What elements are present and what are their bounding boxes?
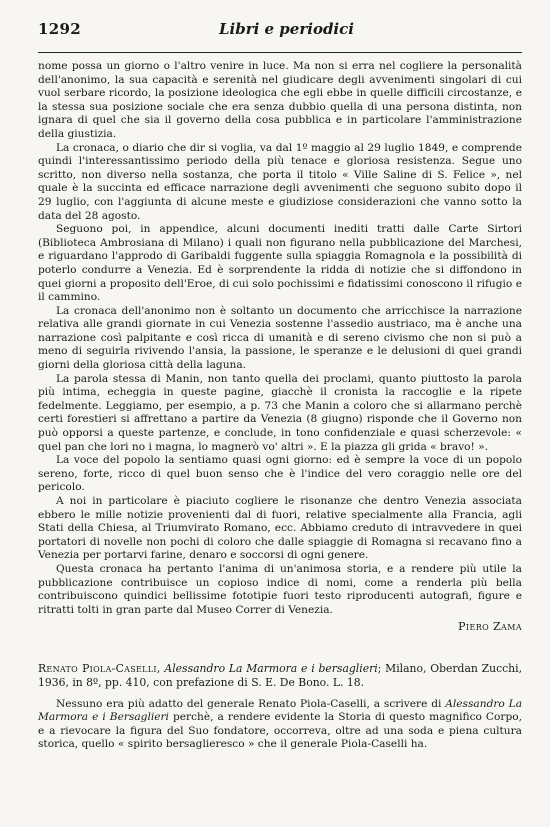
paragraph: La parola stessa di Manin, non tanto quella dei proclami, quanto piuttosto la parola più intima, echeggia in queste pagine, giacchè il cronista la raccoglie e la ripete fedelmente. Leggiamo, per esempio, a p. 73 che Manin a coloro che si allarmano perchè certi forestieri si affrettano a partire da Venezia (8 giugno) risponde che il Governo non può opporsi a queste partenze, e conclude, in tono confidenziale e quasi scherzevole: « quel pan che lori no i magna, lo magnerò vo' altri ». E la piazza gli grida « bravo! ». [38, 372, 522, 453]
paragraph: Questa cronaca ha pertanto l'anima di un'animosa storia, e a rendere più utile la pubblicazione contribuisce un copioso indice di nomi, come a renderla più bella contribuiscono quindici bellissime fototipie fuori testo riproducenti autografi, figure e ritratti tolti in gran parte dal Museo Correr di Venezia. [38, 562, 522, 616]
review-book-title: Alessandro La Marmora e i bersaglieri [164, 661, 378, 675]
author-signature: Piero Zama [458, 620, 522, 634]
review-paragraph [38, 698, 522, 752]
section-gap [38, 634, 522, 662]
review-citation [38, 662, 522, 690]
review-text: Nessuno era più adatto del generale Renato Piola-Caselli, a scrivere di [56, 697, 446, 710]
review-body [38, 698, 522, 752]
review-publication-details: ; Milano, Oberdan Zucchi, 1936, in 8º, pp. 410, con prefazione di S. E. De Bono. L. 18. [38, 661, 523, 689]
running-title: Libri e periodici [218, 20, 354, 38]
article-body [38, 60, 522, 634]
review-author: Renato Piola-Caselli, [38, 661, 161, 675]
paragraph: A noi in particolare è piaciuto cogliere le risonanze che dentro Venezia associata ebbero le mille notizie provenienti dal di fuori, relative specialmente alla Francia, agli Stati della Chiesa, al Triumvirato Romano, ecc. Abbiamo creduto di intravvedere in quei portatori di novelle non pochi di coloro che dalle spiaggie di Romagna si recavano fino a Venezia per portarvi farine, denaro e soccorsi di ogni genere. [38, 495, 522, 562]
paragraph: Seguono poi, in appendice, alcuni documenti inediti tratti dalle Carte Sirtori (Biblioteca Ambrosiana di Milano) i quali non figurano nella pubblicazione del Marchesi, e riguardano l'approdo di Garibaldi fuggente sulla spiaggia Romagnola e la possibilità di poterlo condurre a Venezia. Ed è sorprendente la ridda di notizie che si diffondono in quei giorni a proposito dell'Eroe, di cui solo pochissimi e fidatissimi conoscono il rifugio e il cammino. [38, 223, 522, 304]
review-text: perchè, a rendere evidente la Storia di questo magnifico Corpo, e a rievocare la figura del Suo fondatore, occorreva, oltre ad una soda e piena cultura storica, quello « spirito bersaglieresco » che il generale Piola-Caselli ha. [38, 711, 522, 751]
page-header [38, 20, 522, 53]
paragraph: La cronaca dell'anonimo non è soltanto un documento che arricchisce la narrazione relativa alle grandi giornate in cui Venezia sostenne l'assedio austriaco, ma è anche una narrazione così palpitante e così ricca di umanità e di sereno civismo che non si può a meno di seguirla rivivendo l'ansia, la passione, le speranze e le delusioni di quei grandi giorni della gloriosa città della laguna. [38, 304, 522, 372]
review-inline-title: Alessandro La Marmora e i Bersaglieri [38, 697, 523, 724]
page-number: 1292 [38, 20, 81, 38]
paragraph: La voce del popolo la sentiamo quasi ogni giorno: ed è sempre la voce di un popolo sereno, forte, ricco di quel buon senso che è l'indice del vero coraggio nelle ore del pericolo. [38, 454, 522, 494]
paragraph: nome possa un giorno o l'altro venire in luce. Ma non si erra nel cogliere la personalità dell'anonimo, la sua capacità e serenità nel giudicare degli avvenimenti singolari di cui vuol serbare ricordo, la posizione ideologica che egli ebbe in quelle difficili circostanze, e la stessa sua posizione sociale che era senza dubbio quella di una persona distinta, non ignara di quel che sia il governo della cosa pubblica e in particolare l'amministrazione della giustizia. [38, 60, 522, 140]
paragraph: La cronaca, o diario che dir si voglia, va dal 1º maggio al 29 luglio 1849, e comprende quindi l'interessantissimo periodo della più tenace e gloriosa resistenza. Segue uno scritto, non diverso nella sostanza, che porta il titolo « Ville Saline di S. Felice », nel quale è la succinta ed efficace narrazione degli avvenimenti che seguono subito dopo il 29 luglio, con l'aggiunta di alcune meste e giudiziose considerazioni che vanno sotto la data del 28 agosto. [38, 141, 522, 222]
